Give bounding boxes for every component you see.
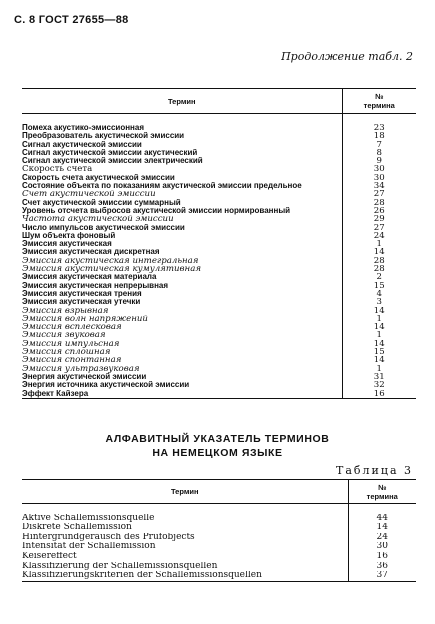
table-row [22,157,416,165]
term-cell: Intensität der Schallemission [22,542,348,552]
term-number-cell: 36 [376,561,388,571]
table-row [22,298,416,306]
term-number-cell: 9 [376,157,382,166]
term-cell: Эмиссия акустическая [22,240,342,248]
table-row [22,542,416,552]
term-number-cell: 28 [373,256,385,266]
term-cell: Эмиссия акустическая трения [22,290,342,298]
table-row [22,562,416,572]
table-row [22,514,416,524]
term-cell: Помеха акустико-эмиссионная [22,124,342,132]
table-row [22,290,416,298]
column-header-number-text: № термина [366,482,398,501]
table-row [22,215,416,223]
section-title-line2: НА НЕМЕЦКОМ ЯЗЫКЕ [152,447,283,459]
term-cell: Keisereffect [22,552,348,562]
table-row [22,132,416,140]
term-number-cell: 27 [373,190,385,199]
term-number-cell: 29 [373,215,385,224]
term-cell: Эффект Кайзера [22,390,342,399]
term-cell: Эмиссия акустическая кумулятивная [22,265,342,273]
term-cell: Скорость счета акустической эмиссии [22,174,342,182]
term-number-cell: 16 [376,551,388,561]
table-spacer [22,114,342,125]
term-number-cell: 30 [376,542,388,552]
term-cell: Эмиссия акустическая материала [22,273,342,281]
table-row [22,533,416,543]
term-cell: Эмиссия акустическая утечки [22,298,342,306]
term-number-cell: 14 [373,306,385,315]
term-cell: Сигнал акустической эмиссии акустический [22,149,342,157]
table-row [22,240,416,248]
term-cell: Aktive Schallemissionsquelle [22,514,348,524]
term-number-cell: 30 [373,173,385,183]
term-cell: Шум объекта фоновый [22,232,342,240]
table-row [22,390,416,399]
term-number-cell: 37 [348,571,416,581]
term-cell: Счет акустической эмиссии суммарный [22,199,342,207]
term-number-cell: 14 [373,248,385,257]
table-row [22,323,416,331]
term-cell: Klassifizierung der Schallemissionsquellen [22,562,348,572]
term-number-cell: 4 [376,289,382,299]
table-row [22,224,416,232]
term-cell: Эмиссия звуковая [22,331,342,339]
term-cell: Преобразователь акустической эмиссии [22,132,342,140]
term-cell: Скорость счета [22,165,342,173]
term-cell: Энергия акустической эмиссии [22,373,342,381]
table-row [22,331,416,339]
table-row [22,190,416,198]
term-cell: Число импульсов акустической эмиссии [22,224,342,232]
table-row [22,199,416,207]
term-number-cell: 23 [373,124,385,133]
term-cell: Частота акустической эмиссии [22,215,342,223]
term-cell: Эмиссия взрывная [22,307,342,315]
terms-table-german [22,479,416,582]
term-number-cell: 8 [376,148,382,158]
term-cell: Состояние объекта по показаниям акустической эмиссии предельное [22,182,342,190]
table-row [22,571,416,581]
term-number-cell: 18 [373,132,385,141]
terms-table-russian [22,88,416,399]
term-cell: Эмиссия ультразвуковая [22,365,342,373]
term-number-cell: 1 [376,314,382,324]
column-header-term: Термин [22,480,348,504]
term-cell: Эмиссия акустическая интегральная [22,257,342,265]
table-row [22,552,416,562]
column-header-number [342,89,416,114]
table-row [22,165,416,173]
term-number-cell: 28 [373,265,385,274]
table-row [22,282,416,290]
table-row [22,348,416,356]
term-number-cell: 14 [373,339,385,349]
table-row [22,248,416,256]
table-row [22,182,416,190]
term-cell: Эмиссия акустическая непрерывная [22,282,342,290]
term-number-cell: 32 [373,381,385,390]
term-number-cell: 7 [376,140,382,149]
term-cell: Сигнал акустической эмиссии [22,141,342,149]
table-row [22,365,416,373]
term-cell: Diskrete Schallemission [22,523,348,533]
table-row [22,340,416,348]
terms-table-german-body [22,504,416,582]
table-row [22,232,416,240]
term-cell: Klassifizierungskriterien der Schallemissionsquellen [22,571,348,581]
table-row [22,315,416,323]
table-spacer [22,504,348,514]
table-row [22,207,416,215]
term-cell: Эмиссия волн напряжений [22,315,342,323]
term-cell: Hintergrundgeräusch des Prüfobjects [22,533,348,543]
table-row [22,141,416,149]
table-row [22,373,416,381]
term-number-cell: 14 [373,323,385,332]
term-number-cell: 31 [373,372,385,382]
table-spacer [342,114,416,125]
term-number-cell: 14 [376,523,388,533]
term-number-cell: 1 [376,331,382,340]
table-row [22,356,416,364]
terms-table-russian-body [22,114,416,399]
term-number-cell: 14 [373,356,385,365]
term-number-cell: 34 [373,182,385,191]
table-row [22,149,416,157]
term-cell: Сигнал акустической эмиссии электрический [22,157,342,165]
term-number-cell: 26 [373,206,385,216]
term-cell: Эмиссия спонтанная [22,356,342,364]
term-number-cell: 15 [373,281,385,290]
term-cell: Эмиссия импульсная [22,340,342,348]
table-row [22,257,416,265]
term-cell: Эмиссия сплошная [22,348,342,356]
term-cell: Счет акустической эмиссии [22,190,342,198]
table-row [22,174,416,182]
table-spacer [348,504,416,514]
term-cell: Уровень отсчета выбросов акустической эмиссии нормированный [22,207,342,215]
column-header-term: Термин [22,89,342,114]
term-number-cell: 27 [373,223,385,232]
term-number-cell: 28 [373,198,385,207]
term-number-cell: 16 [342,390,416,399]
page-header: С. 8 ГОСТ 27655—88 [14,14,129,26]
table-continuation-label: Продолжение табл. 2 [281,50,413,63]
term-number-cell: 3 [376,298,382,307]
term-number-cell: 15 [373,348,385,357]
term-number-cell: 2 [376,273,382,282]
table-label: Таблица 3 [336,464,413,477]
term-cell: Энергия источника акустической эмиссии [22,381,342,389]
table-row [22,523,416,533]
term-number-cell: 24 [373,231,385,241]
term-number-cell: 1 [376,364,382,373]
term-number-cell: 30 [373,165,385,174]
term-cell: Эмиссия всплесковая [22,323,342,331]
term-cell: Эмиссия акустическая дискретная [22,248,342,256]
table-row [22,273,416,281]
table-row [22,381,416,389]
table-row [22,124,416,132]
table-row [22,307,416,315]
section-title-line1: АЛФАВИТНЫЙ УКАЗАТЕЛЬ ТЕРМИНОВ [105,433,330,445]
term-number-cell: 1 [376,240,382,249]
table-row [22,265,416,273]
term-number-cell: 44 [376,513,388,523]
term-number-cell: 24 [376,532,388,542]
column-header-number-text: № термина [363,92,395,110]
column-header-number [348,480,416,504]
